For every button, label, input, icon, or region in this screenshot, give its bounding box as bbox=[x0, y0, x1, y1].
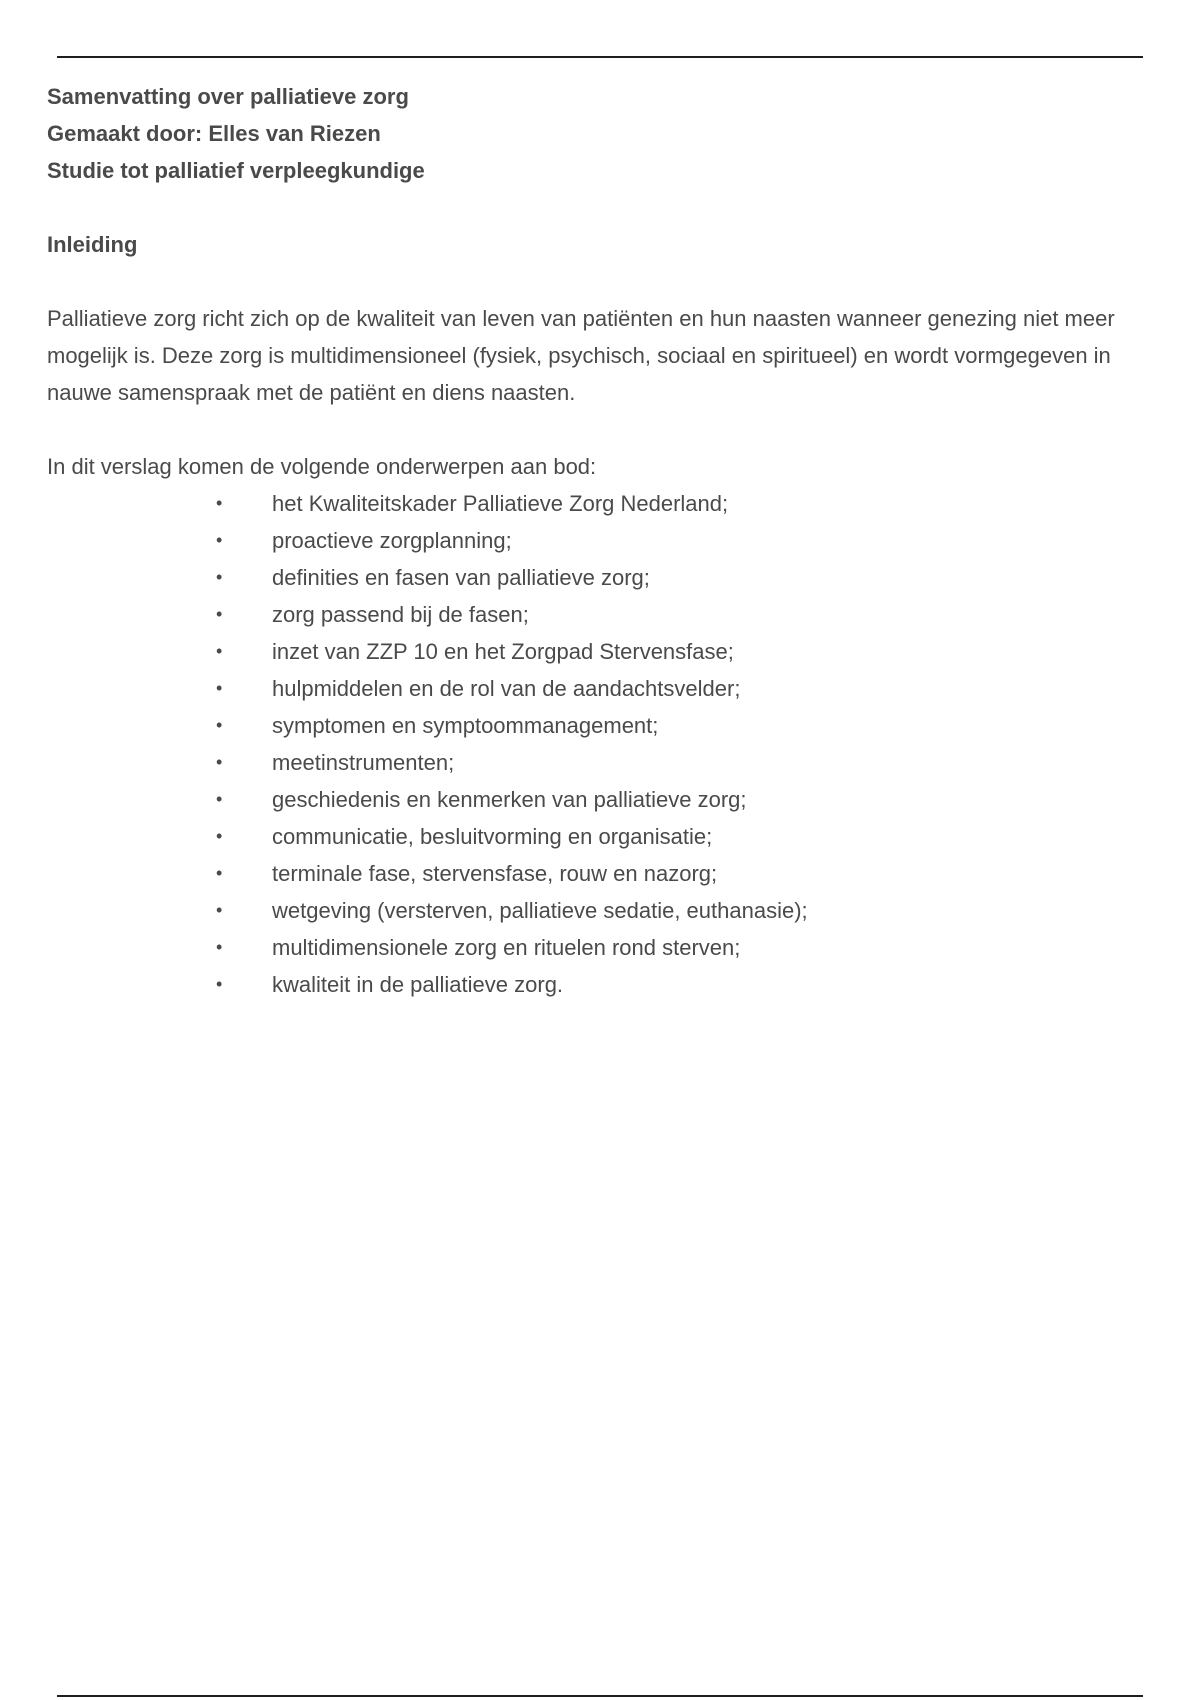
list-item bbox=[47, 781, 1157, 818]
intro-paragraph: Palliatieve zorg richt zich op de kwaliteit van leven van patiënten en hun naasten wanneer genezing niet meer mogelijk is. Deze zorg is multidimensioneel (fysiek, psychisch, sociaal en spiritueel) en wordt vormgegeven in nauwe samenspraak met de patiënt en diens naasten. bbox=[47, 306, 1115, 405]
study-line: Studie tot palliatief verpleegkundige bbox=[47, 158, 425, 183]
list-item-text: proactieve zorgplanning; bbox=[272, 528, 512, 553]
bottom-divider bbox=[57, 1695, 1143, 1697]
list-item-text: zorg passend bij de fasen; bbox=[272, 602, 529, 627]
bullet-icon: • bbox=[216, 493, 223, 513]
bullet-icon: • bbox=[216, 715, 223, 735]
bullet-icon: • bbox=[216, 974, 223, 994]
bullet-icon: • bbox=[216, 752, 223, 772]
list-item bbox=[47, 818, 1157, 855]
list-item-text: kwaliteit in de palliatieve zorg. bbox=[272, 972, 564, 997]
list-item bbox=[47, 744, 1157, 781]
list-item-text: definities en fasen van palliatieve zorg; bbox=[272, 565, 650, 590]
list-item-text: wetgeving (versterven, palliatieve sedatie, euthanasie); bbox=[272, 898, 808, 923]
list-item-text: symptomen en symptoommanagement; bbox=[272, 713, 659, 738]
topics-lead: In dit verslag komen de volgende onderwerpen aan bod: bbox=[47, 454, 597, 479]
list-item bbox=[47, 596, 1157, 633]
top-divider bbox=[57, 56, 1143, 58]
section-heading: Inleiding bbox=[47, 232, 138, 257]
bullet-icon: • bbox=[216, 641, 223, 661]
list-item bbox=[47, 522, 1157, 559]
list-item-text: inzet van ZZP 10 en het Zorgpad Stervensfase; bbox=[272, 639, 734, 664]
bullet-icon: • bbox=[216, 900, 223, 920]
list-item bbox=[47, 929, 1157, 966]
list-item-text: het Kwaliteitskader Palliatieve Zorg Nederland; bbox=[272, 491, 729, 516]
bullet-icon: • bbox=[216, 678, 223, 698]
list-item bbox=[47, 485, 1157, 522]
list-item bbox=[47, 707, 1157, 744]
list-item-text: multidimensionele zorg en rituelen rond sterven; bbox=[272, 935, 741, 960]
list-item bbox=[47, 966, 1157, 1003]
bullet-icon: • bbox=[216, 567, 223, 587]
document-body bbox=[47, 78, 1157, 1003]
list-item-text: meetinstrumenten; bbox=[272, 750, 455, 775]
bullet-icon: • bbox=[216, 937, 223, 957]
bullet-icon: • bbox=[216, 530, 223, 550]
document-title: Samenvatting over palliatieve zorg bbox=[47, 84, 409, 109]
author-line: Gemaakt door: Elles van Riezen bbox=[47, 121, 381, 146]
list-item-text: communicatie, besluitvorming en organisatie; bbox=[272, 824, 713, 849]
list-item-text: terminale fase, stervensfase, rouw en nazorg; bbox=[272, 861, 718, 886]
list-item bbox=[47, 670, 1157, 707]
list-item bbox=[47, 559, 1157, 596]
list-item bbox=[47, 892, 1157, 929]
list-item-text: geschiedenis en kenmerken van palliatieve zorg; bbox=[272, 787, 747, 812]
bullet-icon: • bbox=[216, 826, 223, 846]
list-item bbox=[47, 633, 1157, 670]
list-item bbox=[47, 855, 1157, 892]
bullet-icon: • bbox=[216, 604, 223, 624]
list-item-text: hulpmiddelen en de rol van de aandachtsvelder; bbox=[272, 676, 741, 701]
bullet-icon: • bbox=[216, 789, 223, 809]
bullet-icon: • bbox=[216, 863, 223, 883]
topic-list bbox=[47, 485, 1157, 1003]
